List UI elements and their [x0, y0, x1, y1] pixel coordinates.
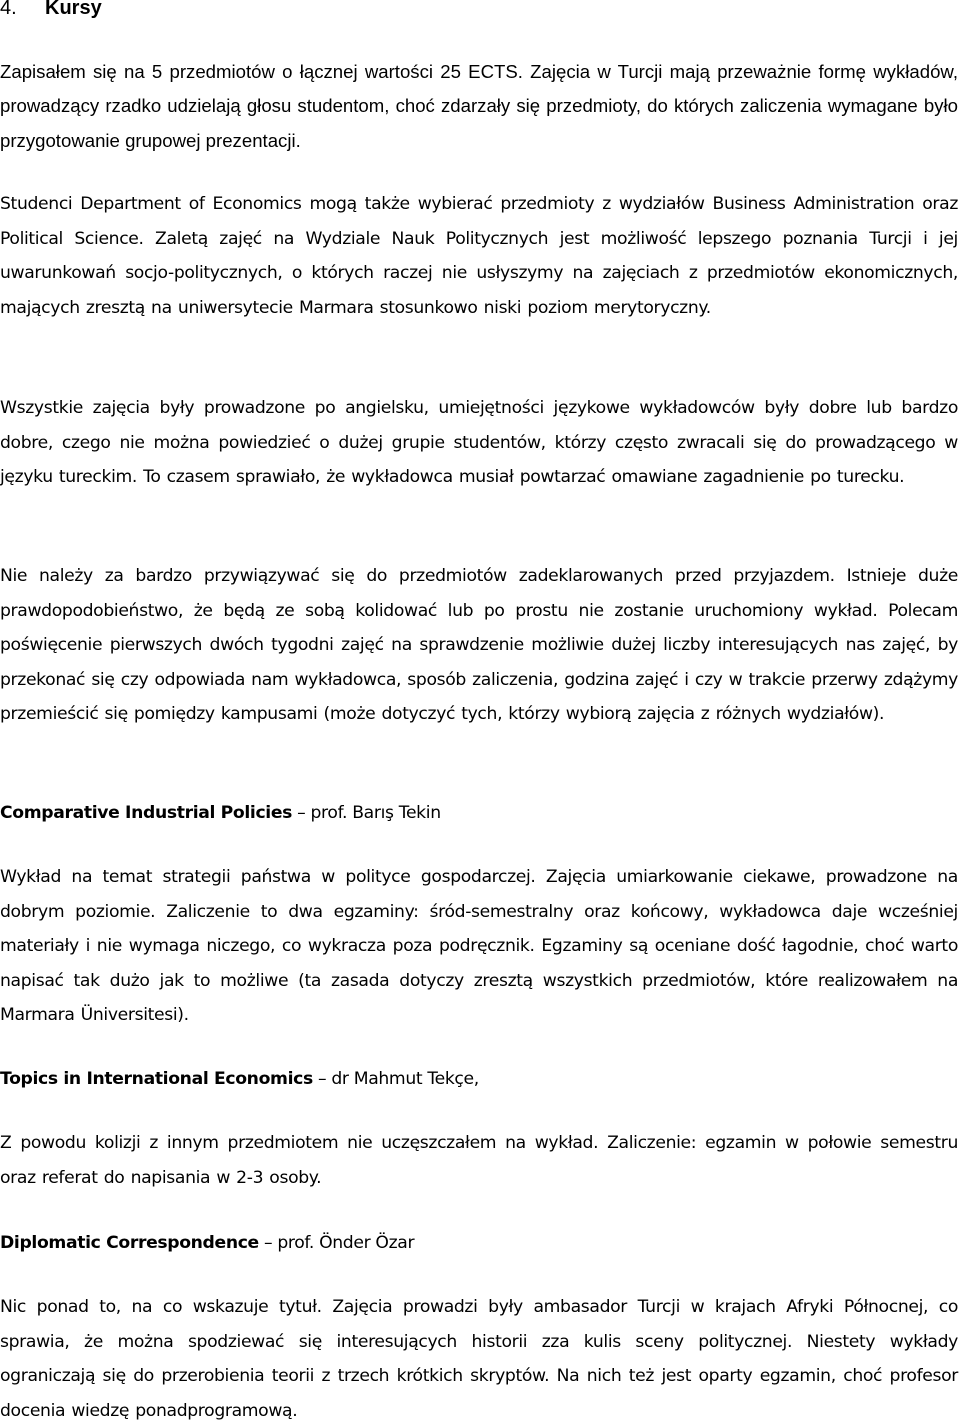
course-lecturer: – prof. Barış Tekin: [292, 803, 441, 823]
course-lecturer: – dr Mahmut Tekçe,: [312, 1069, 479, 1089]
course-title-topics-in-international-economics: [0, 1062, 958, 1097]
section-heading: [0, 0, 102, 20]
course-name: Diplomatic Correspondence: [0, 1233, 259, 1253]
paragraph-advice: Nie należy za bardzo przywiązywać się do przedmiotów zadeklarowanych przed przyjazdem. Istnieje duże prawdopodobieństwo, że będą ze sobą kolidować lub po prostu nie zostanie uruchomiony wykład. Polecam poświęcenie pierwszych dwóch tygodni zajęć na sprawdzenie możliwie dużej liczby interesujących nas zajęć, by przekonać się czy odpowiada nam wykładowca, sposób zaliczenia, godzina zajęć i czy w trakcie przerwy zdążymy przemieścić się pomiędzy kampusami (może dotyczyć tych, którzy wybiorą zajęcia z różnych wydziałów).: [0, 566, 958, 725]
course-title-diplomatic-correspondence: [0, 1226, 958, 1261]
course-description-comparative-industrial-policies: Wykład na temat strategii państwa w polityce gospodarczej. Zajęcia umiarkowanie ciekawe, prowadzone na dobrym poziomie. Zaliczenie to dwa egzaminy: śród-semestralny oraz końcowy, wykładowca daje wcześniej materiały i nie wymaga niczego, co wykracza poza podręcznik. Egzaminy są oceniane dość łagodnie, choć warto napisać tak dużo jak to możliwe (ta zasada dotyczy zresztą wszystkich przedmiotów, które realizowałem na Marmara Üniversitesi).: [0, 867, 958, 1026]
course-lecturer: – prof. Önder Özar: [258, 1233, 415, 1253]
course-title-comparative-industrial-policies: [0, 796, 958, 831]
paragraph-language: Wszystkie zajęcia były prowadzone po angielsku, umiejętności językowe wykładowców były dobre lub bardzo dobre, czego nie można powiedzieć o dużej grupie studentów, którzy często zwracali się do prowadzącego w języku tureckim. To czasem sprawiało, że wykładowca musiał powtarzać omawiane zagadnienie po turecku.: [0, 398, 958, 488]
course-name: Comparative Industrial Policies: [0, 803, 293, 823]
course-name: Topics in International Economics: [0, 1069, 313, 1089]
paragraph-departments: Studenci Department of Economics mogą także wybierać przedmioty z wydziałów Business Administration oraz Political Science. Zaletą zajęć na Wydziale Nauk Politycznych jest możliwość lepszego poznania Turcji i jej uwarunkowań socjo-politycznych, o których raczej nie usłyszymy na zajęciach z przedmiotów ekonomicznych, mających zresztą na uniwersytecie Marmara stosunkowo niski poziom merytoryczny.: [0, 194, 958, 318]
section-title: Kursy: [45, 0, 102, 19]
course-description-diplomatic-correspondence: Nic ponad to, na co wskazuje tytuł. Zajęcia prowadzi były ambasador Turcji w krajach Afryki Północnej, co sprawia, że można spodziewać się interesujących historii zza kulis sceny politycznej. Niestety wykłady ograniczają się do przerobienia teorii z trzech krótkich skryptów. Na nich też jest oparty egzamin, choć profesor docenia wiedzę ponadprogramową.: [0, 1297, 958, 1421]
paragraph-intro: Zapisałem się na 5 przedmiotów o łącznej wartości 25 ECTS. Zajęcia w Turcji mają przeważnie formę wykładów, prowadzący rzadko udzielają głosu studentom, choć zdarzały się przedmioty, do których zaliczenia wymagane było przygotowanie grupowej prezentacji.: [0, 61, 958, 151]
section-number: 4.: [0, 0, 17, 19]
course-description-topics-in-international-economics: Z powodu kolizji z innym przedmiotem nie uczęszczałem na wykład. Zaliczenie: egzamin w połowie semestru oraz referat do napisania w 2-3 osoby.: [0, 1133, 958, 1188]
